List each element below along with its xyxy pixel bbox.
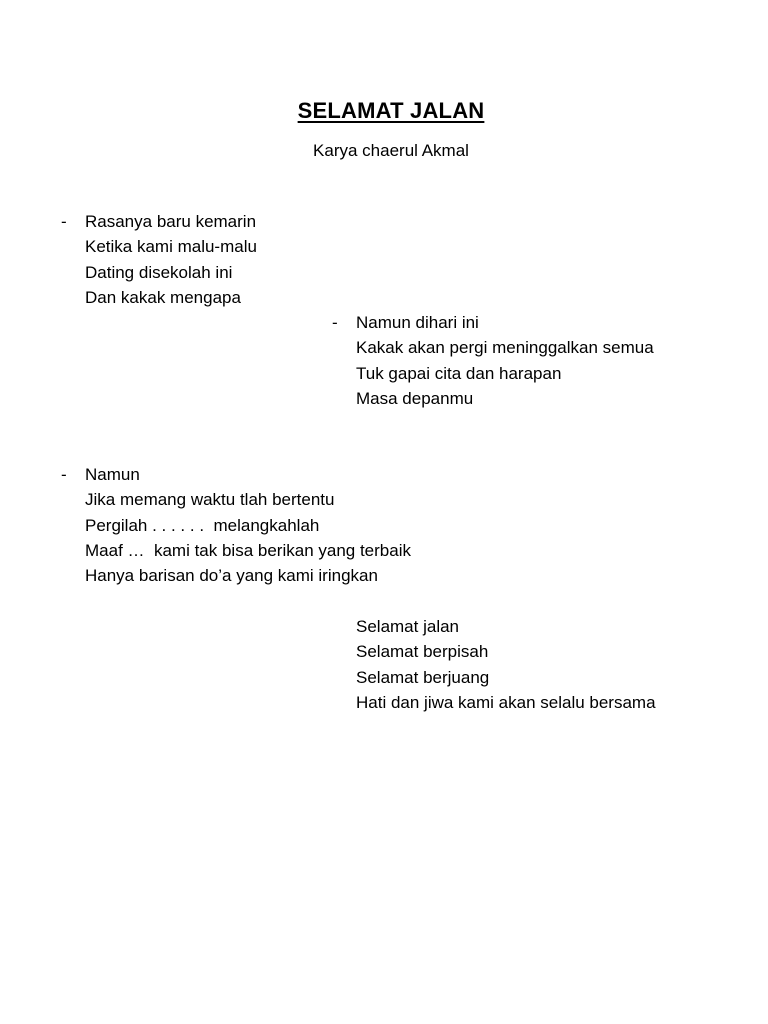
stanza-dash: - bbox=[61, 212, 67, 231]
poem-title: SELAMAT JALAN bbox=[297, 98, 485, 123]
poem-line: Jika memang waktu tlah bertentu bbox=[85, 490, 335, 510]
poem-line: Namun dihari ini bbox=[356, 313, 479, 332]
poem-line: Dating disekolah ini bbox=[85, 262, 233, 282]
stanza-4 bbox=[356, 614, 656, 715]
poem-line: Dan kakak mengapa bbox=[85, 287, 241, 307]
poem-line: Selamat jalan bbox=[356, 617, 460, 636]
poem-line: Maaf … kami tak bisa berikan yang terbaik bbox=[85, 540, 411, 560]
poem-line: Rasanya baru kemarin bbox=[85, 212, 257, 231]
stanza-dash: - bbox=[61, 465, 67, 484]
poem-line: Kakak akan pergi meninggalkan semua bbox=[356, 338, 654, 358]
poem-line: Ketika kami malu-malu bbox=[85, 237, 257, 257]
stanza-2 bbox=[332, 310, 654, 411]
poem-line: Pergilah . . . . . . melangkahlah bbox=[85, 515, 320, 535]
poem-line: Selamat berjuang bbox=[356, 667, 490, 687]
poem-line: Tuk gapai cita dan harapan bbox=[356, 363, 562, 383]
stanza-dash: - bbox=[332, 313, 338, 332]
poem-line: Selamat berpisah bbox=[356, 642, 489, 662]
poem-line: Hanya barisan do’a yang kami iringkan bbox=[85, 566, 378, 586]
poem-line: Hati dan jiwa kami akan selalu bersama bbox=[356, 692, 656, 712]
poem-author: Karya chaerul Akmal bbox=[313, 141, 469, 160]
stanza-3 bbox=[61, 462, 411, 588]
poem-line: Masa depanmu bbox=[356, 388, 474, 408]
stanza-1 bbox=[61, 209, 257, 310]
poem-line: Namun bbox=[85, 465, 140, 484]
